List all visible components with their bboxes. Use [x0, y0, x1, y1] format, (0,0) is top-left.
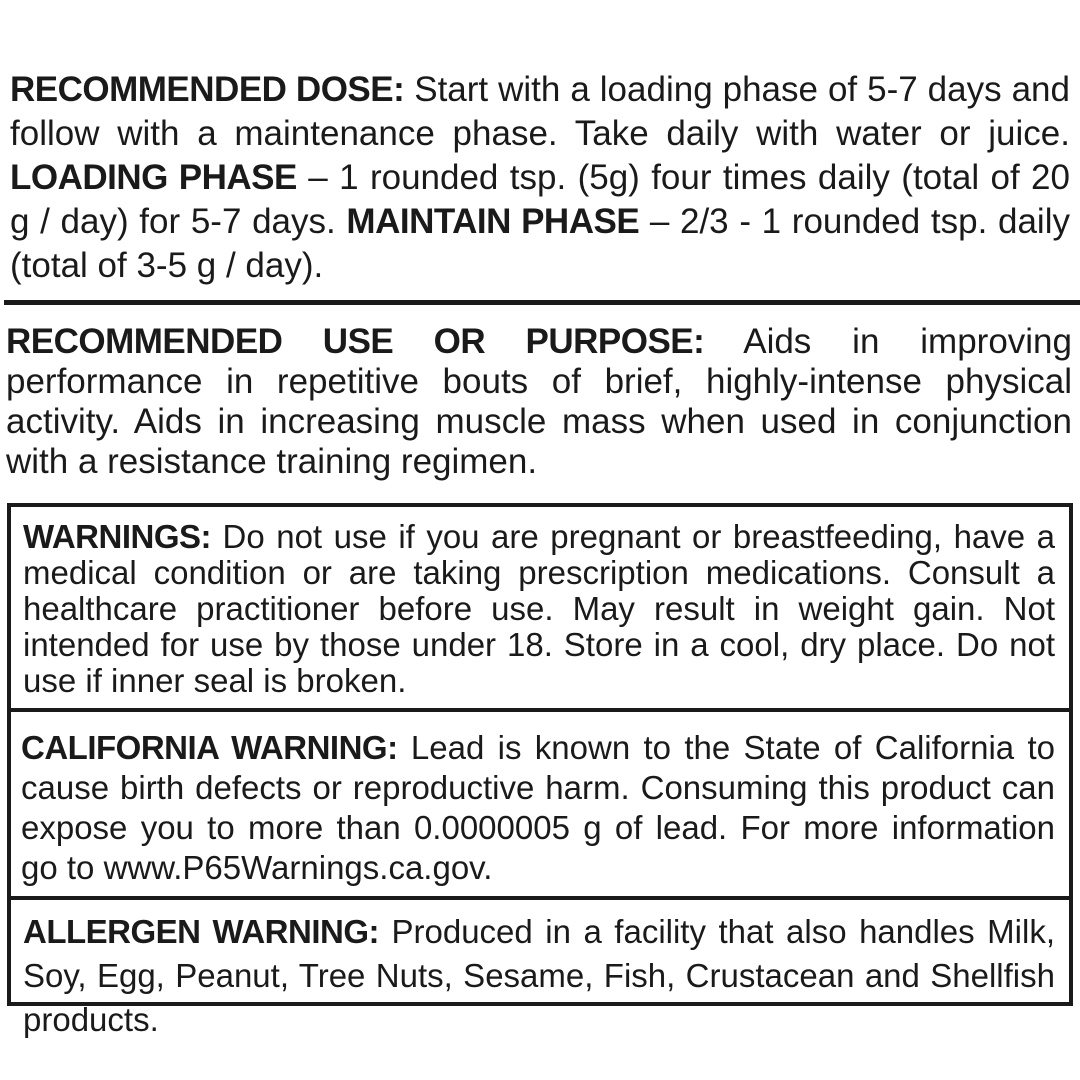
recommended-use-paragraph — [6, 322, 1072, 482]
recommended-dose-text: Start with a loading phase of 5-7 days and follow with a maintenance phase. Take daily with water or juice. — [10, 70, 1070, 153]
maintain-phase-text: – 2/3 - 1 rounded tsp. daily (total of 3-5 g / day). — [10, 202, 1070, 285]
maintain-phase-label: MAINTAIN PHASE — [346, 202, 640, 241]
warnings-text: Do not use if you are pregnant or breastfeeding, have a medical condition or are taking prescription medications. Consult a healthcare practitioner before use. May result in weight gain. Not intended for use by those under 18. Store in a cool, dry place. Do not use if inner seal is broken. — [23, 518, 1055, 699]
recommended-dose-paragraph — [10, 68, 1070, 288]
california-warning-text: Lead is known to the State of California to cause birth defects or reproductive harm. Consuming this product can expose you to more than 0.0000005 g of lead. For more information go to www.P65Warnings.ca.gov. — [21, 729, 1055, 886]
california-warning-box — [7, 708, 1073, 900]
warnings-paragraph — [23, 519, 1055, 699]
recommended-use-label: RECOMMENDED USE OR PURPOSE: — [6, 322, 705, 361]
recommended-dose-label: RECOMMENDED DOSE: — [10, 70, 405, 109]
loading-phase-label: LOADING PHASE — [10, 158, 297, 197]
allergen-warning-text: Produced in a facility that also handles Milk, Soy, Egg, Peanut, Tree Nuts, Sesame, Fish, Crustacean and Shellfish products. — [23, 913, 1055, 1038]
loading-phase-text: – 1 rounded tsp. (5g) four times daily (total of 20 g / day) for 5-7 days. — [10, 158, 1070, 241]
recommended-use-text: Aids in improving performance in repetitive bouts of brief, highly-intense physical activity. Aids in increasing muscle mass when used in conjunction with a resistance training regimen. — [6, 322, 1072, 481]
warnings-label: WARNINGS: — [23, 518, 211, 555]
california-warning-paragraph — [21, 728, 1055, 888]
allergen-warning-label: ALLERGEN WARNING: — [23, 913, 379, 950]
warnings-box — [7, 503, 1073, 712]
allergen-warning-paragraph — [23, 910, 1055, 1042]
allergen-warning-box — [7, 896, 1073, 1038]
section-divider — [4, 300, 1080, 305]
california-warning-label: CALIFORNIA WARNING: — [21, 729, 398, 766]
